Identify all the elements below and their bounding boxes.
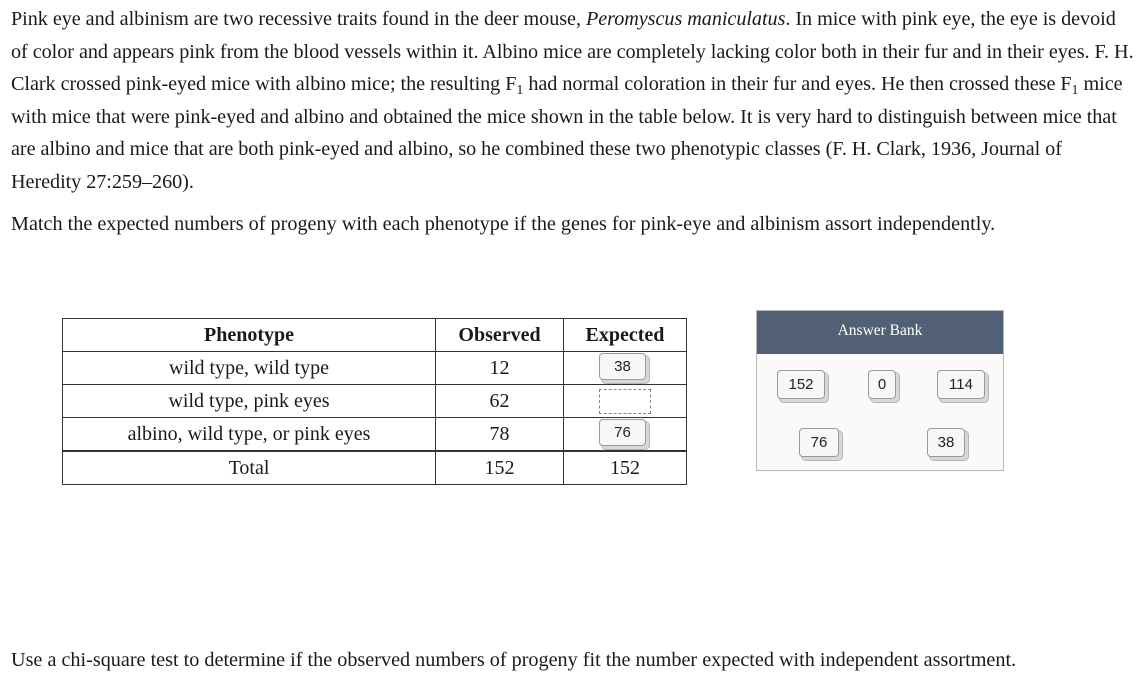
intro-text-1: Pink eye and albinism are two recessive traits found in the deer mouse, [11,8,586,30]
answer-chip[interactable]: 38 [927,428,965,457]
question-text: Match the expected numbers of progeny with each phenotype if the genes for pink-eye and albinism assort independently. [11,213,996,235]
phenotype-cell: albino, wild type, or pink eyes [63,418,436,452]
table-row [63,385,687,418]
f1-subscript: 1 [516,83,524,98]
answer-chip[interactable]: 114 [937,370,985,399]
observed-cell: 78 [436,418,564,452]
table-row [63,352,687,385]
answer-chip[interactable]: 76 [799,428,839,457]
header-phenotype: Phenotype [63,319,436,352]
observed-cell: 12 [436,352,564,385]
header-expected: Expected [564,319,687,352]
drop-target-wild-type-wild-type[interactable] [599,356,651,381]
answer-chip[interactable]: 0 [868,370,896,399]
expected-cell [564,418,687,452]
header-observed: Observed [436,319,564,352]
observed-cell: 62 [436,385,564,418]
expected-cell [564,352,687,385]
drop-target-albino[interactable] [599,422,651,447]
phenotype-cell: wild type, wild type [63,352,436,385]
total-label: Total [63,451,436,485]
intro-text-2: . In mice with pink eye, the eye is devoid of color and appears pink from the blood vessels within it. Albino mice are completely lacking color both in their fur and in their eyes. F. H. Clark crossed pink-eyed mice with albino mice; the resulting F [11,8,1134,95]
total-observed: 152 [436,451,564,485]
intro-text-4: mice with mice that were pink-eyed and albino and obtained the mice shown in the table below. It is very hard to distinguish between mice that are albino and mice that are both pink-eyed and albino, so he combined these two phenotypic classes (F. H. Clark, 1936, Journal of Heredity 27:259–260). [11,73,1123,193]
f1-subscript: 1 [1071,83,1079,98]
table-row [63,418,687,452]
species-name: Peromyscus maniculatus [585,8,786,30]
placed-answer-chip[interactable]: 38 [599,353,646,380]
intro-text-3: had normal coloration in their fur and eyes. He then crossed these F [523,73,1072,95]
table-header-row [63,319,687,352]
answer-bank [756,310,1004,471]
answer-bank-title: Answer Bank [757,311,1003,354]
table-total-row [63,451,687,485]
placed-answer-chip[interactable]: 76 [599,419,646,446]
answer-chip[interactable]: 152 [777,370,825,399]
total-expected: 152 [564,451,687,485]
expected-cell [564,385,687,418]
closing-text: Use a chi-square test to determine if the observed numbers of progeny fit the number expected with independent assortment. [11,649,1017,671]
problem-intro [11,3,1136,198]
phenotype-cell: wild type, pink eyes [63,385,436,418]
drop-target-wild-type-pink-eyes[interactable] [599,389,651,414]
results-table [62,318,687,485]
